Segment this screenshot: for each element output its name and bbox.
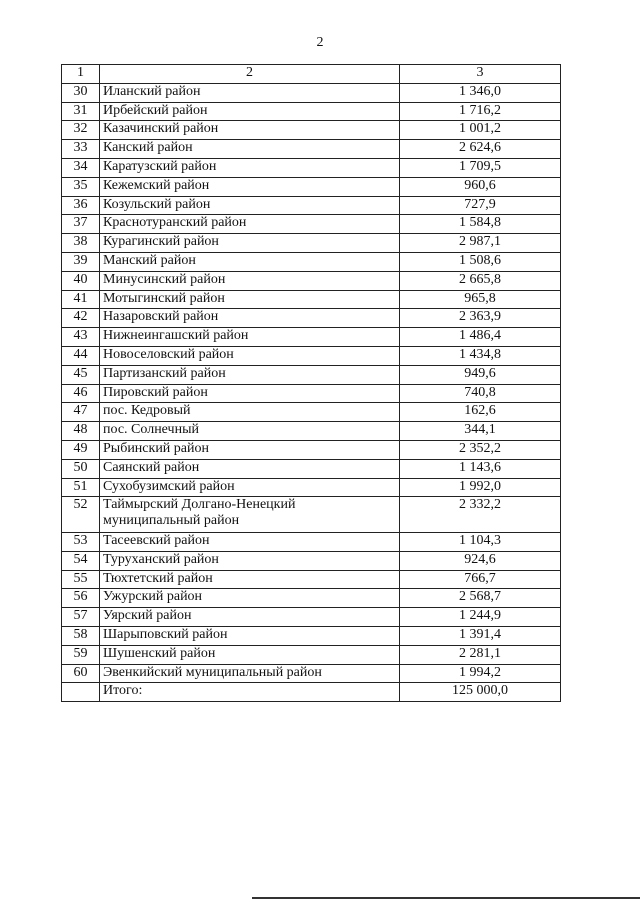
row-district-name: Тюхтетский район: [100, 570, 400, 589]
row-amount: 344,1: [400, 422, 561, 441]
row-district-name: Минусинский район: [100, 271, 400, 290]
row-amount: 2 624,6: [400, 140, 561, 159]
row-district-name: Иланский район: [100, 83, 400, 102]
row-district-name: Каратузский район: [100, 158, 400, 177]
row-district-name: Саянский район: [100, 459, 400, 478]
row-number: 46: [62, 384, 100, 403]
table-row: [62, 422, 561, 441]
footer-line: [252, 897, 640, 899]
page-number: 2: [316, 35, 324, 50]
row-amount: 1 508,6: [400, 252, 561, 271]
row-amount: 1 716,2: [400, 102, 561, 121]
row-district-name: Манский район: [100, 252, 400, 271]
row-number: 45: [62, 365, 100, 384]
table-row: [62, 215, 561, 234]
table-row: [62, 158, 561, 177]
table-row: [62, 459, 561, 478]
table-row: [62, 290, 561, 309]
table-header-row: [62, 65, 561, 84]
row-district-name: Мотыгинский район: [100, 290, 400, 309]
row-number: 49: [62, 440, 100, 459]
row-number: 36: [62, 196, 100, 215]
table-row: [62, 589, 561, 608]
table-row: [62, 497, 561, 533]
row-number: 40: [62, 271, 100, 290]
row-amount: 2 568,7: [400, 589, 561, 608]
row-district-name: Назаровский район: [100, 309, 400, 328]
row-district-name: Туруханский район: [100, 551, 400, 570]
total-row: [62, 683, 561, 702]
row-district-name: Краснотуранский район: [100, 215, 400, 234]
row-amount: 2 332,2: [400, 497, 561, 533]
table-row: [62, 102, 561, 121]
row-district-name: Эвенкийский муниципальный район: [100, 664, 400, 683]
row-amount: 1 346,0: [400, 83, 561, 102]
row-amount: 1 992,0: [400, 478, 561, 497]
row-amount: 924,6: [400, 551, 561, 570]
row-number: 53: [62, 532, 100, 551]
row-district-name: Казачинский район: [100, 121, 400, 140]
row-number: 56: [62, 589, 100, 608]
row-district-name: Шушенский район: [100, 645, 400, 664]
row-amount: 1 486,4: [400, 328, 561, 347]
table-row: [62, 384, 561, 403]
allocation-table: [61, 64, 561, 702]
table-row: [62, 403, 561, 422]
table-row: [62, 346, 561, 365]
row-amount: 1 143,6: [400, 459, 561, 478]
row-number: 60: [62, 664, 100, 683]
total-amount: 125 000,0: [400, 683, 561, 702]
row-number: 55: [62, 570, 100, 589]
row-number: 57: [62, 608, 100, 627]
row-district-name: Тасеевский район: [100, 532, 400, 551]
row-amount: 162,6: [400, 403, 561, 422]
table-row: [62, 196, 561, 215]
row-district-name: Шарыповский район: [100, 626, 400, 645]
row-amount: 949,6: [400, 365, 561, 384]
row-amount: 1 244,9: [400, 608, 561, 627]
row-number: 37: [62, 215, 100, 234]
row-number: 54: [62, 551, 100, 570]
row-number: 43: [62, 328, 100, 347]
row-amount: 727,9: [400, 196, 561, 215]
row-district-name: Пировский район: [100, 384, 400, 403]
row-number: 39: [62, 252, 100, 271]
table-row: [62, 121, 561, 140]
table-row: [62, 664, 561, 683]
row-amount: 1 709,5: [400, 158, 561, 177]
row-district-name: Партизанский район: [100, 365, 400, 384]
table-row: [62, 626, 561, 645]
row-district-name: Козульский район: [100, 196, 400, 215]
row-number: 58: [62, 626, 100, 645]
table-row: [62, 309, 561, 328]
row-amount: 2 987,1: [400, 234, 561, 253]
row-amount: 2 665,8: [400, 271, 561, 290]
total-empty-cell: [62, 683, 100, 702]
row-district-name: Уярский район: [100, 608, 400, 627]
row-amount: 1 434,8: [400, 346, 561, 365]
row-number: 42: [62, 309, 100, 328]
table-row: [62, 645, 561, 664]
row-amount: 766,7: [400, 570, 561, 589]
row-number: 52: [62, 497, 100, 533]
row-number: 33: [62, 140, 100, 159]
row-district-name: Кежемский район: [100, 177, 400, 196]
row-district-name: Ирбейский район: [100, 102, 400, 121]
row-amount: 740,8: [400, 384, 561, 403]
row-number: 51: [62, 478, 100, 497]
column-header-value: 3: [400, 65, 561, 84]
row-district-name: Курагинский район: [100, 234, 400, 253]
row-number: 30: [62, 83, 100, 102]
table-row: [62, 83, 561, 102]
row-district-name: пос. Солнечный: [100, 422, 400, 441]
table-row: [62, 271, 561, 290]
table-row: [62, 234, 561, 253]
row-amount: 1 994,2: [400, 664, 561, 683]
table-row: [62, 608, 561, 627]
row-amount: 965,8: [400, 290, 561, 309]
row-number: 59: [62, 645, 100, 664]
row-number: 32: [62, 121, 100, 140]
row-district-name: Нижнеингашский район: [100, 328, 400, 347]
table-row: [62, 140, 561, 159]
table-row: [62, 440, 561, 459]
row-district-name: Таймырский Долгано-Ненецкий муниципальный район: [100, 497, 400, 533]
row-number: 34: [62, 158, 100, 177]
row-number: 41: [62, 290, 100, 309]
table-row: [62, 570, 561, 589]
row-amount: 960,6: [400, 177, 561, 196]
row-amount: 1 584,8: [400, 215, 561, 234]
column-header-name: 2: [100, 65, 400, 84]
table-row: [62, 478, 561, 497]
row-district-name: Канский район: [100, 140, 400, 159]
total-label: Итого:: [100, 683, 400, 702]
table-row: [62, 365, 561, 384]
table-row: [62, 177, 561, 196]
row-number: 38: [62, 234, 100, 253]
row-number: 44: [62, 346, 100, 365]
row-amount: 2 352,2: [400, 440, 561, 459]
row-district-name: Сухобузимский район: [100, 478, 400, 497]
table-row: [62, 252, 561, 271]
row-number: 47: [62, 403, 100, 422]
row-district-name: Ужурский район: [100, 589, 400, 608]
row-amount: 2 281,1: [400, 645, 561, 664]
table-row: [62, 532, 561, 551]
row-number: 48: [62, 422, 100, 441]
row-amount: 1 001,2: [400, 121, 561, 140]
table-row: [62, 328, 561, 347]
column-header-number: 1: [62, 65, 100, 84]
row-amount: 2 363,9: [400, 309, 561, 328]
row-number: 31: [62, 102, 100, 121]
row-district-name: пос. Кедровый: [100, 403, 400, 422]
table-row: [62, 551, 561, 570]
row-district-name: Рыбинский район: [100, 440, 400, 459]
row-amount: 1 104,3: [400, 532, 561, 551]
row-number: 35: [62, 177, 100, 196]
row-district-name: Новоселовский район: [100, 346, 400, 365]
row-number: 50: [62, 459, 100, 478]
row-amount: 1 391,4: [400, 626, 561, 645]
